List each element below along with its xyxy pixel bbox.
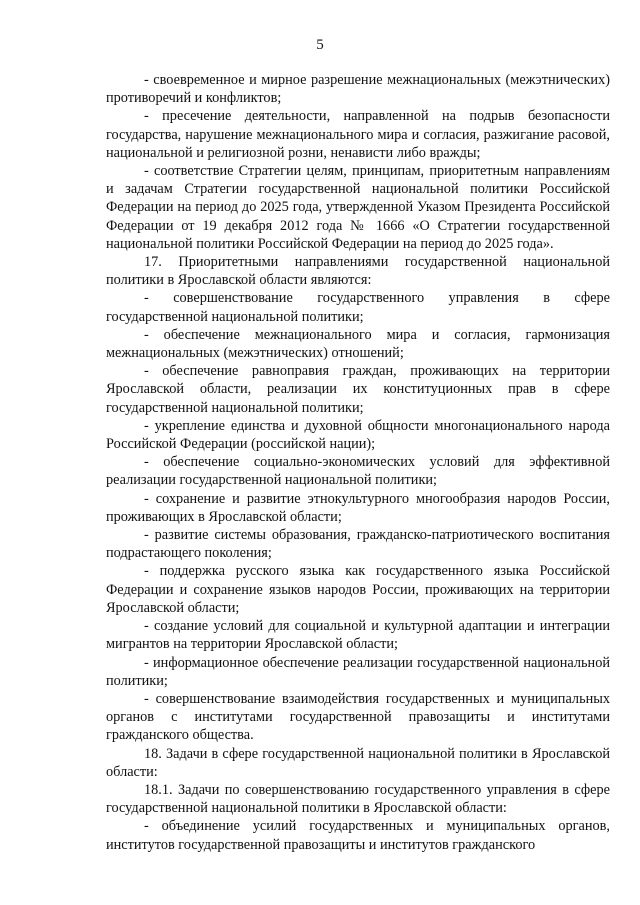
paragraph-7: - обеспечение равноправия граждан, проживающих на территории Ярославской области, реализации их конституционных прав в сфере государственной национальной политики; [106,363,610,416]
paragraph-12: - поддержка русского языка как государственного языка Российской Федерации и сохранение языков народов России, проживающих на территории Ярославской области; [106,563,610,616]
paragraph-10: - сохранение и развитие этнокультурного многообразия народов России, проживающих в Ярославской области; [106,490,610,525]
paragraph-1: - своевременное и мирное разрешение межнациональных (межэтнических) противоречий и конфликтов; [106,72,610,107]
document-body [106,71,610,854]
paragraph-17: 18.1. Задачи по совершенствованию государственного управления в сфере государственной национальной политики в Ярославской области: [106,781,610,817]
paragraph-14: - информационное обеспечение реализации государственной национальной политики; [106,654,610,689]
paragraph-11: - развитие системы образования, гражданско-патриотического воспитания подрастающего поколения; [106,527,610,562]
paragraph-13: - создание условий для социальной и культурной адаптации и интеграции мигрантов на территории Ярославской области; [106,618,610,653]
paragraph-2: - пресечение деятельности, направленной на подрыв безопасности государства, нарушение межнационального мира и согласия, разжигание расовой, национальной и религиозной розни, ненависти либо вражды; [106,108,610,161]
page-number: 5 [316,37,324,53]
paragraph-5: - совершенствование государственного управления в сфере государственной национальной политики; [106,290,610,325]
paragraph-16: 18. Задачи в сфере государственной национальной политики в Ярославской области: [106,745,610,780]
paragraph-8: - укрепление единства и духовной общности многонационального народа Российской Федерации (российской нации); [106,417,610,453]
paragraph-15: - совершенствование взаимодействия государственных и муниципальных органов с институтами государственной правозащиты и институтами гражданского общества. [106,690,610,744]
paragraph-9: - обеспечение социально-экономических условий для эффективной реализации государственной национальной политики; [106,454,610,489]
paragraph-3: - соответствие Стратегии целям, принципам, приоритетным направлениям и задачам Стратегии государственной национальной политики Российской Федерации на период до 2025 года, утвержденной Указом Президента Российской Федерации от 19 декабря 2012 года № 1666 «О Стратегии государственной национальной политики Российской Федерации на период до 2025 года». [106,163,610,252]
paragraph-6: - обеспечение межнационального мира и согласия, гармонизация межнациональных (межэтнических) отношений; [106,326,610,362]
paragraph-4: 17. Приоритетными направлениями государственной национальной политики в Ярославской области являются: [106,254,610,289]
paragraph-18: - объединение усилий государственных и муниципальных органов, институтов государственной правозащиты и институтов гражданского [106,818,610,853]
